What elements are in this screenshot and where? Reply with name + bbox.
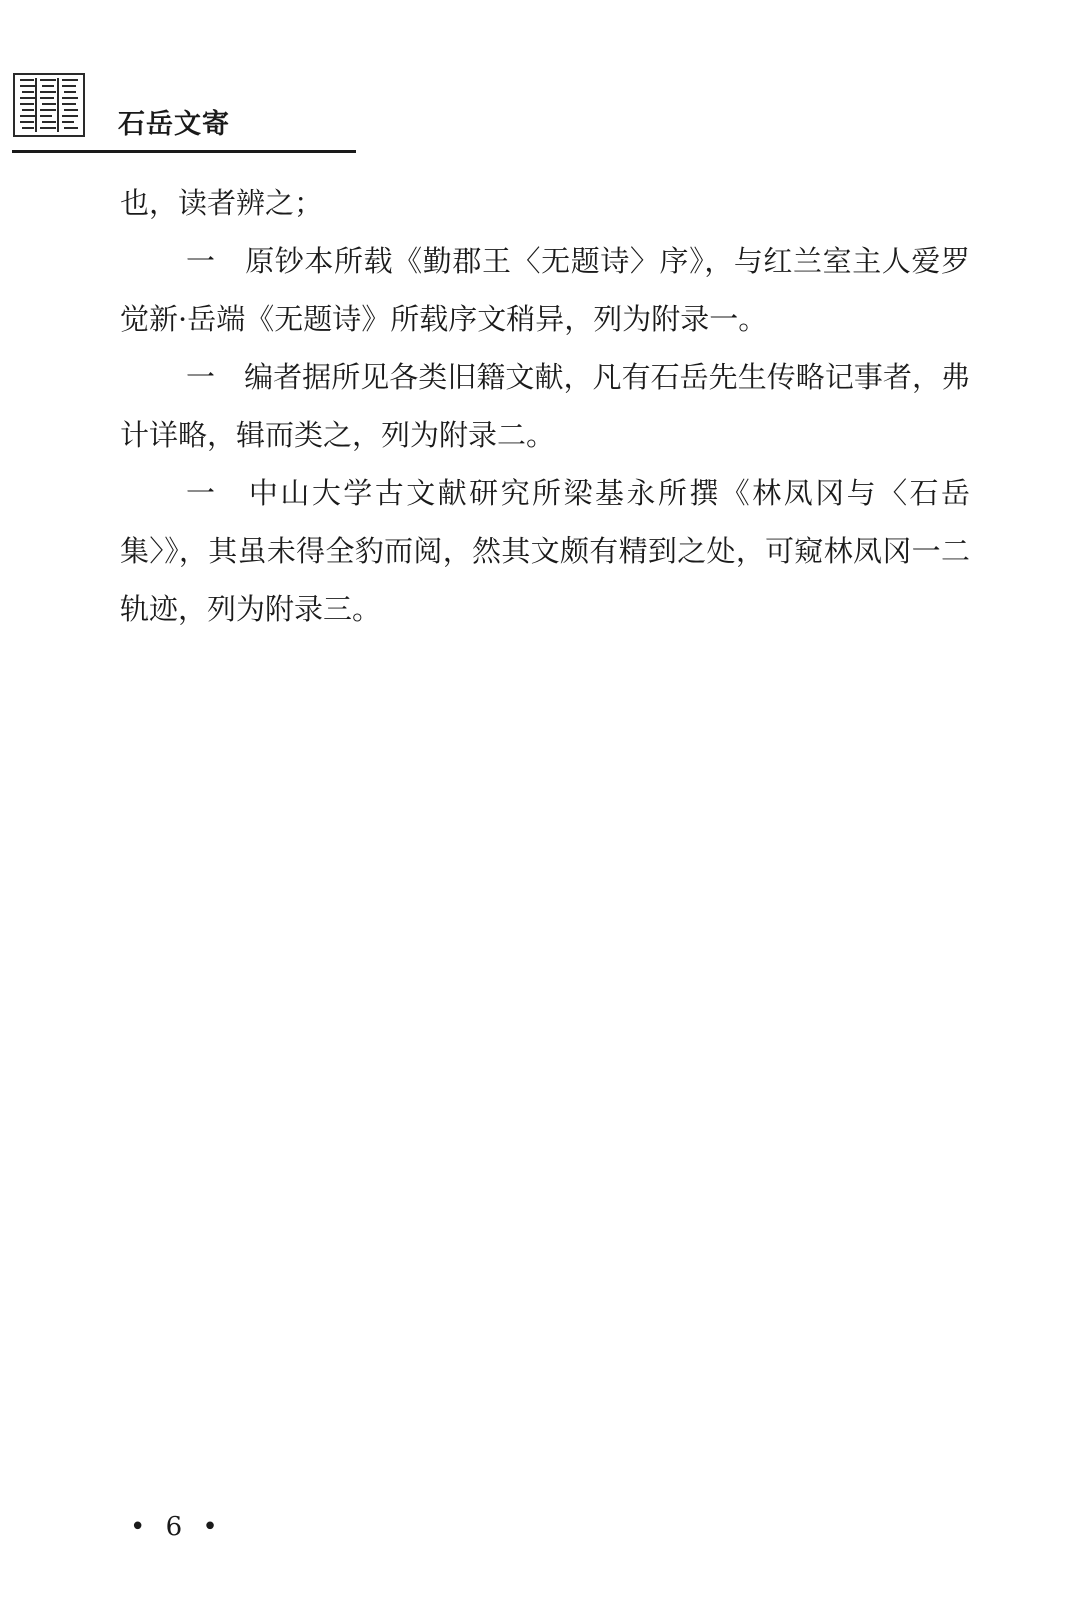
page-number: • 6 • [130,1512,224,1542]
paragraph-item-appendix-1: 一 原钞本所载《勤郡王〈无题诗〉序》，与红兰室主人爱罗觉新·岳端《无题诗》所载序文稍异，列为附录一。 [120,244,970,336]
running-title: 石岳文寄 [118,109,230,140]
seal-stamp-icon [12,70,86,140]
header-rule [12,150,356,153]
paragraph-continuation: 也，读者辨之； [120,186,324,220]
paragraph-item-appendix-2: 一 编者据所见各类旧籍文献，凡有石岳先生传略记事者，弗计详略，辑而类之，列为附录二。 [120,360,970,452]
paragraph-item-appendix-3: 一 中山大学古文献研究所梁基永所撰《林凤冈与〈石岳集〉》，其虽未得全豹而阅，然其文颇有精到之处，可窥林凤冈一二轨迹，列为附录三。 [120,476,970,626]
body-text [120,174,970,638]
